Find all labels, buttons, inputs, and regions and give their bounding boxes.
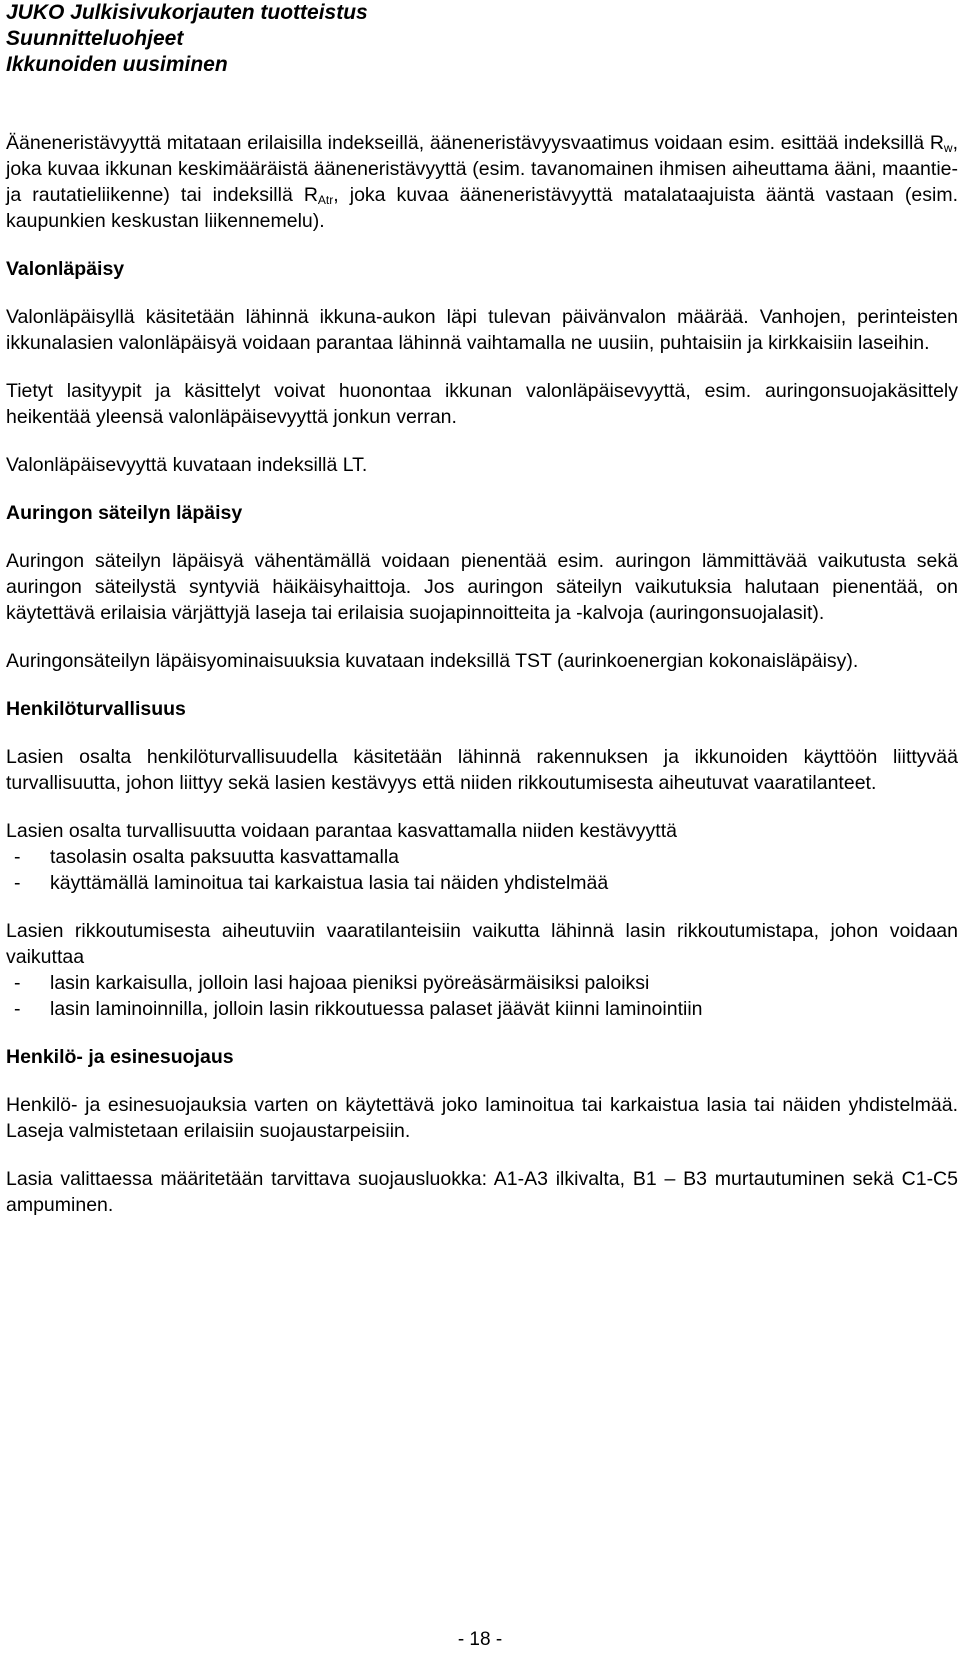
list-item: - lasin laminoinnilla, jolloin lasin rikkoutuessa palaset jäävät kiinni laminointiin (14, 998, 703, 1020)
header-project-title: JUKO Julkisivukorjauten tuotteistus (6, 1, 368, 24)
ratr-subscript: Atr (317, 193, 334, 207)
valonlapaisy-paragraph-1: Valonläpäisyllä käsitetään lähinnä ikkuna-aukon läpi tulevan päivänvalon määrää. Vanhojen, perinteisten ikkunalasien valonläpäisyä voidaan parantaa lähinnä vaihtamalla ne uusiin, puhtaisiin ja kirkkaisiin laseihin. (6, 306, 958, 354)
valonlapaisy-paragraph-2: Tietyt lasityypit ja käsittelyt voivat huonontaa ikkunan valonläpäisevyyttä, esim. auringonsuojakäsittely heikentää yleensä valonläpäisevyyttä jonkun verran. (6, 380, 958, 428)
header-subtitle: Suunnitteluohjeet (6, 27, 184, 50)
rw-subscript: w (943, 141, 953, 155)
rikkoutumistapa-list (6, 970, 958, 1022)
heading-henkilo-ja-esinesuojaus: Henkilö- ja esinesuojaus (6, 1046, 234, 1068)
auringon-paragraph-1: Auringon säteilyn läpäisyä vähentämällä voidaan pienentää esim. auringon lämmittävää vaikutusta sekä auringon säteilystä syntyviä häikäisyhaittoja. Jos auringon säteilyn vaikutuksia halutaan pienentää, on käytettävä erilaisia värjättyjä laseja tai erilaisia suojapinnoitteita ja -kalvoja (auringonsuojalasit). (6, 550, 958, 624)
list-item: - tasolasin osalta paksuutta kasvattamalla (14, 846, 400, 868)
kestavyys-list (6, 844, 958, 896)
heading-auringon-sateilyn-lapaisy: Auringon säteilyn läpäisy (6, 502, 243, 524)
list-item: - lasin karkaisulla, jolloin lasi hajoaa pieniksi pyöreäsärmäisiksi paloiksi (14, 972, 650, 994)
intro-paragraph: Ääneneristävyyttä mitataan erilaisilla indekseillä, ääneneristävyysvaatimus voidaan esim. esittää indeksillä $R_w$, joka kuvaa ikkunan keskimääräistä ääneneristävyyttä (esim. tavanomainen ihmisen aiheuttama ääni, maantie- ja rautatieliikenne) tai indeksillä $R_{Atr}$, joka kuvaa ääneneristävyyttä matalataajuista ääntä vastaan (esim. kaupunkien keskustan liikennemelu). (6, 132, 958, 232)
heading-henkiloturvallisuus: Henkilöturvallisuus (6, 698, 186, 720)
document-body (6, 130, 958, 1240)
page-number: - 18 - (457, 1629, 503, 1650)
esinesuojaus-paragraph-2: Lasia valittaessa määritetään tarvittava suojausluokka: A1-A3 ilkivalta, B1 – B3 murtautuminen sekä C1-C5 ampuminen. (6, 1168, 958, 1216)
henkiloturvallisuus-paragraph-1: Lasien osalta henkilöturvallisuudella käsitetään lähinnä rakennuksen ja ikkunoiden käyttöön liittyvää turvallisuutta, johon liittyy sekä lasien kestävyys että niiden rikkoutumisesta aiheutuvat vaaratilanteet. (6, 746, 958, 794)
list-item: - käyttämällä laminoitua tai karkaistua lasia tai näiden yhdistelmää (14, 872, 609, 894)
auringon-paragraph-2: Auringonsäteilyn läpäisyominaisuuksia kuvataan indeksillä TST (aurinkoenergian kokonaisläpäisy). (6, 650, 859, 672)
document-header (6, 0, 368, 78)
esinesuojaus-paragraph-1: Henkilö- ja esinesuojauksia varten on käytettävä joko laminoitua tai karkaistua lasia tai näiden yhdistelmää. Laseja valmistetaan erilaisiin suojaustarpeisiin. (6, 1094, 958, 1142)
heading-valonlapaisy: Valonläpäisy (6, 258, 125, 280)
henkiloturvallisuus-paragraph-3: Lasien rikkoutumisesta aiheutuviin vaaratilanteisiin vaikutta lähinnä lasin rikkoutumistapa, johon voidaan vaikuttaa (6, 920, 958, 968)
header-topic: Ikkunoiden uusiminen (6, 53, 228, 76)
valonlapaisy-paragraph-3: Valonläpäisevyyttä kuvataan indeksillä LT. (6, 454, 368, 476)
henkiloturvallisuus-paragraph-2: Lasien osalta turvallisuutta voidaan parantaa kasvattamalla niiden kestävyyttä (6, 820, 677, 842)
